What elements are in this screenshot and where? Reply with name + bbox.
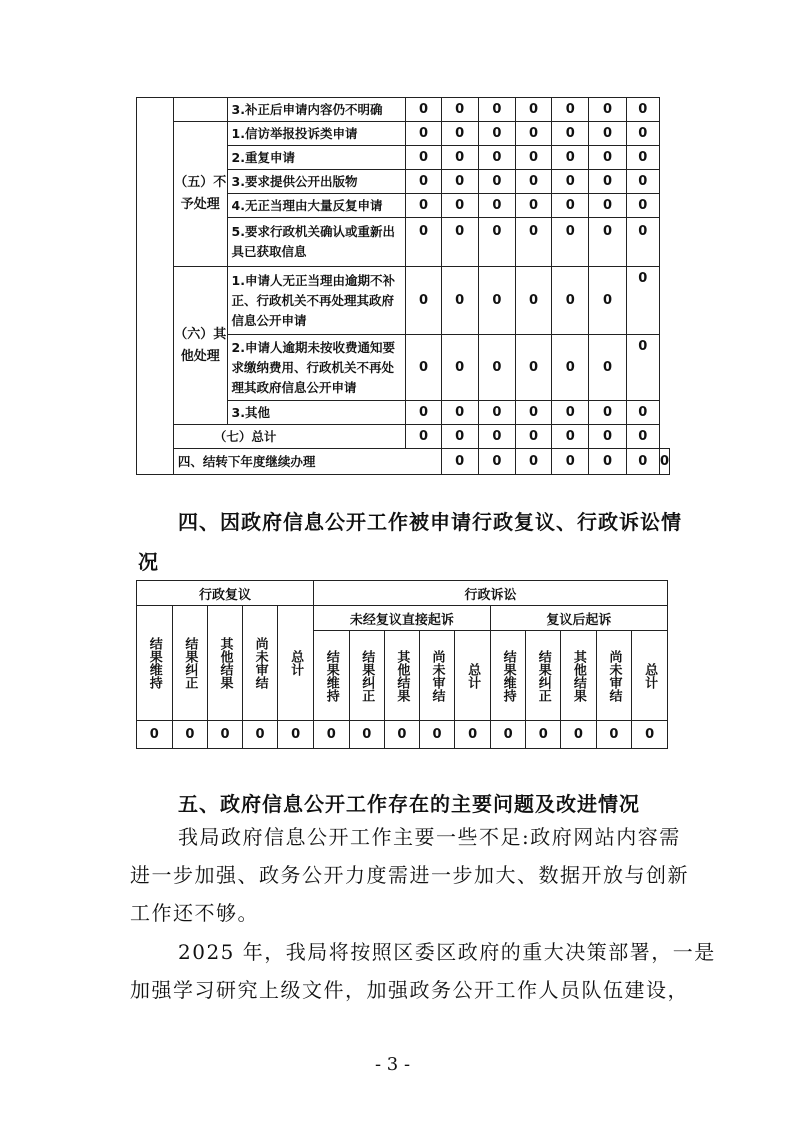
table-row	[137, 267, 670, 335]
cell-value: 0	[515, 146, 551, 170]
cell-value: 0	[515, 194, 551, 218]
cell-value: 0	[515, 425, 551, 449]
cell-value: 0	[441, 194, 478, 218]
header-suit-after-review: 复议后起诉	[490, 606, 667, 631]
cell-value: 0	[526, 721, 561, 749]
cell-value: 0	[478, 449, 515, 475]
section-4-title-line-2: 况	[138, 550, 159, 574]
cell-value: 0	[626, 194, 659, 218]
table-row	[137, 425, 670, 449]
row-label: 1.申请人无正当理由逾期不补正、行政机关不再处理其政府信息公开申请	[227, 267, 406, 335]
paragraph-1-line-2: 进一步加强、政务公开力度需进一步加大、数据开放与创新	[130, 863, 689, 887]
row-label-total: （七）总计	[173, 425, 405, 449]
page-number: - 3 -	[375, 1054, 411, 1075]
cell-value: 0	[626, 170, 659, 194]
blank-cell	[137, 98, 174, 475]
cell-value: 0	[406, 122, 441, 146]
cell-value: 0	[626, 218, 659, 267]
cell-value: 0	[441, 98, 478, 122]
cell-value: 0	[406, 401, 441, 425]
col-header: 结果纠正	[526, 631, 561, 721]
blank-cell	[173, 98, 227, 122]
cell-value: 0	[406, 267, 441, 335]
header-admin-litigation: 行政诉讼	[313, 581, 667, 606]
cell-value: 0	[632, 721, 668, 749]
cell-value: 0	[406, 98, 441, 122]
cell-value: 0	[478, 98, 515, 122]
cell-value: 0	[589, 146, 626, 170]
cell-value: 0	[478, 267, 515, 335]
row-label: 3.其他	[227, 401, 406, 425]
row-label: 2.申请人逾期未按收费通知要求缴纳费用、行政机关不再处理其政府信息公开申请	[227, 335, 406, 401]
cell-value: 0	[478, 194, 515, 218]
paragraph-2-line-1: 2025 年，我局将按照区委区政府的重大决策部署，一是	[178, 940, 716, 964]
cell-value: 0	[478, 218, 515, 267]
header-direct-suit: 未经复议直接起诉	[313, 606, 490, 631]
cell-value: 0	[406, 170, 441, 194]
row-label: 1.信访举报投诉类申请	[227, 122, 406, 146]
col-header: 结果纠正	[349, 631, 385, 721]
cell-value: 0	[552, 218, 589, 267]
cell-value: 0	[515, 267, 551, 335]
cell-value: 0	[441, 146, 478, 170]
cell-value: 0	[552, 194, 589, 218]
cell-value: 0	[208, 721, 243, 749]
cell-value: 0	[419, 721, 455, 749]
cell-value: 0	[552, 425, 589, 449]
cell-value: 0	[552, 267, 589, 335]
cell-value: 0	[589, 218, 626, 267]
cell-value: 0	[515, 449, 551, 475]
cell-value: 0	[172, 721, 208, 749]
header-admin-review: 行政复议	[137, 581, 314, 606]
cell-value: 0	[596, 721, 632, 749]
cell-value: 0	[626, 267, 659, 335]
col-header: 其他结果	[385, 631, 420, 721]
table-row	[137, 721, 668, 749]
cell-value: 0	[478, 425, 515, 449]
col-header: 结果维持	[137, 606, 173, 721]
paragraph-2-line-2: 加强学习研究上级文件，加强政务公开工作人员队伍建设，	[130, 978, 689, 1002]
cell-value: 0	[478, 146, 515, 170]
cell-value: 0	[552, 335, 589, 401]
cell-value: 0	[589, 267, 626, 335]
cell-value: 0	[626, 122, 659, 146]
cell-value: 0	[626, 335, 659, 401]
row-label: 4.无正当理由大量反复申请	[227, 194, 406, 218]
cell-value: 0	[441, 335, 478, 401]
cell-value: 0	[349, 721, 385, 749]
cell-value: 0	[441, 401, 478, 425]
section-4-title-line-1: 四、因政府信息公开工作被申请行政复议、行政诉讼情	[178, 510, 682, 534]
cell-value: 0	[515, 170, 551, 194]
cell-value: 0	[313, 721, 349, 749]
row-label: 3.要求提供公开出版物	[227, 170, 406, 194]
col-header: 尚未审结	[242, 606, 278, 721]
cell-value: 0	[589, 401, 626, 425]
cell-value: 0	[478, 335, 515, 401]
cell-value: 0	[406, 194, 441, 218]
cell-value: 0	[561, 721, 597, 749]
table-row	[137, 98, 670, 122]
cell-value: 0	[441, 218, 478, 267]
paragraph-1-line-3: 工作还不够。	[130, 901, 259, 925]
cell-value: 0	[552, 146, 589, 170]
row-label-carry-over: 四、结转下年度继续办理	[173, 449, 441, 475]
cell-value: 0	[441, 267, 478, 335]
cell-value: 0	[406, 218, 441, 267]
cell-value: 0	[242, 721, 278, 749]
col-header: 总计	[278, 606, 314, 721]
cell-value: 0	[552, 122, 589, 146]
cell-value: 0	[478, 401, 515, 425]
row-label: 2.重复申请	[227, 146, 406, 170]
cell-value: 0	[515, 98, 551, 122]
cell-value: 0	[441, 122, 478, 146]
cell-value: 0	[552, 98, 589, 122]
cell-value: 0	[552, 449, 589, 475]
cell-value: 0	[589, 449, 626, 475]
cell-value: 0	[455, 721, 491, 749]
col-header: 其他结果	[561, 631, 597, 721]
cell-value: 0	[406, 335, 441, 401]
col-header: 结果维持	[313, 631, 349, 721]
cell-value: 0	[589, 425, 626, 449]
cell-value: 0	[490, 721, 526, 749]
cell-value: 0	[137, 721, 173, 749]
cell-value: 0	[515, 218, 551, 267]
col-header: 结果纠正	[172, 606, 208, 721]
cell-value: 0	[406, 425, 441, 449]
cell-value: 0	[589, 170, 626, 194]
row-label: 5.要求行政机关确认或重新出具已获取信息	[227, 218, 406, 267]
cell-value: 0	[626, 425, 659, 449]
table-header-row	[137, 606, 668, 631]
row-label: 3.补正后申请内容仍不明确	[227, 98, 406, 122]
table-review-litigation	[136, 580, 668, 749]
cell-value: 0	[626, 401, 659, 425]
col-header: 结果维持	[490, 631, 526, 721]
table-row	[137, 449, 670, 475]
cell-value: 0	[515, 401, 551, 425]
cell-value: 0	[589, 335, 626, 401]
table-header-row	[137, 581, 668, 606]
col-header: 其他结果	[208, 606, 243, 721]
cell-value: 0	[441, 425, 478, 449]
cell-value: 0	[515, 335, 551, 401]
cell-value: 0	[385, 721, 420, 749]
cell-value: 0	[589, 194, 626, 218]
cell-value: 0	[406, 146, 441, 170]
cell-value: 0	[552, 401, 589, 425]
cell-value: 0	[659, 449, 669, 475]
cell-value: 0	[515, 122, 551, 146]
section-5-title: 五、政府信息公开工作存在的主要问题及改进情况	[178, 792, 640, 816]
cell-value: 0	[478, 122, 515, 146]
cell-value: 0	[478, 170, 515, 194]
cell-value: 0	[278, 721, 314, 749]
table-row	[137, 122, 670, 146]
col-header: 总计	[455, 631, 491, 721]
cell-value: 0	[626, 146, 659, 170]
cell-value: 0	[589, 122, 626, 146]
table-disposition	[136, 97, 670, 475]
col-header: 总计	[632, 631, 668, 721]
cell-value: 0	[441, 170, 478, 194]
cell-value: 0	[589, 98, 626, 122]
col-header: 尚未审结	[419, 631, 455, 721]
cell-value: 0	[552, 170, 589, 194]
category-label: （六）其他处理	[173, 267, 227, 425]
paragraph-1-line-1: 我局政府信息公开工作主要一些不足:政府网站内容需	[178, 825, 681, 849]
col-header: 尚未审结	[596, 631, 632, 721]
cell-value: 0	[626, 98, 659, 122]
cell-value: 0	[441, 449, 478, 475]
category-label: （五）不予处理	[173, 122, 227, 267]
cell-value: 0	[626, 449, 659, 475]
